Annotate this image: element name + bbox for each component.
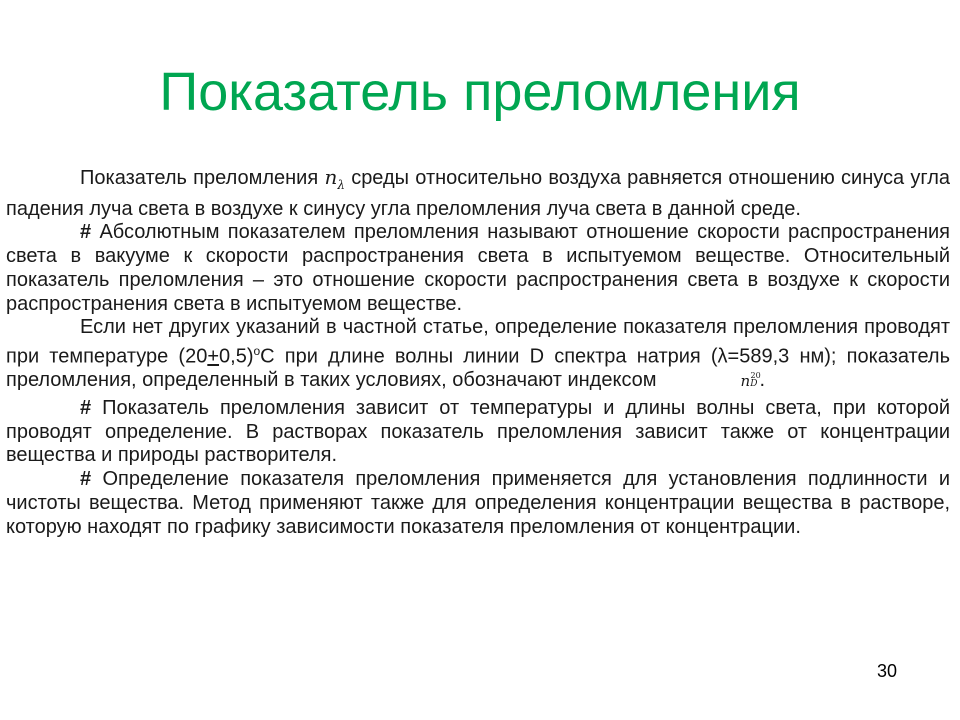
index-superscript: 20: [750, 371, 761, 381]
paragraph-absolute-index: [6, 221, 950, 316]
paragraph-text: С при длине волны линии D спектра натрия (λ=589,3 нм); показатель преломления, определенный в таких условиях, обозначают индексом: [6, 345, 950, 392]
refractive-index-symbol: [324, 165, 345, 192]
paragraph-definition: [6, 166, 950, 221]
paragraph-application: [6, 468, 950, 539]
hash-marker: #: [80, 221, 92, 244]
paragraph-text: 0,5): [219, 345, 254, 368]
paragraph-text: Абсолютным показателем преломления называют отношение скорости распространения света в вакууме к скорости распространения света в испытуемом веществе. Относительный показатель преломления – это отношение скорости распространения света в воздухе к скорости распространения света в испытуемом веществе.: [6, 221, 950, 315]
symbol-subscript: λ: [337, 178, 345, 192]
paragraph-text: Определение показателя преломления применяется для установления подлинности и чистоты вещества. Метод применяют также для определения концентрации вещества в растворе, которую находят по графику зависимости показателя преломления от концентрации.: [6, 468, 950, 538]
paragraph-dependency: [6, 397, 950, 468]
index-n: n: [740, 372, 751, 391]
paragraph-text: Если нет других указаний в частной статье, определение показателя преломления проводят при температуре (20: [6, 316, 950, 368]
paragraph-text: Показатель преломления зависит от температуры и длины волны света, при которой проводят определение. В растворах показатель преломления зависит также от концентрации вещества и природы растворителя.: [6, 396, 950, 467]
hash-marker: #: [80, 396, 92, 419]
page-number: 30: [876, 661, 898, 681]
slide-title: Показатель преломления: [159, 62, 801, 122]
index-symbol: [667, 370, 761, 397]
hash-marker: #: [80, 468, 92, 491]
index-subscript: D: [750, 379, 758, 390]
plus-minus-sign: +: [207, 345, 220, 368]
body-text: [6, 166, 950, 539]
degree-sign: o: [253, 343, 261, 358]
paragraph-text: среды относительно воздуха равняется отношению синуса угла падения луча света в воздухе к синусу угла преломления луча света в данной среде.: [6, 167, 951, 220]
paragraph-text: Показатель преломления: [80, 167, 319, 189]
paragraph-conditions: [6, 316, 950, 397]
symbol-n: n: [324, 165, 338, 189]
paragraph-text: .: [759, 369, 765, 392]
